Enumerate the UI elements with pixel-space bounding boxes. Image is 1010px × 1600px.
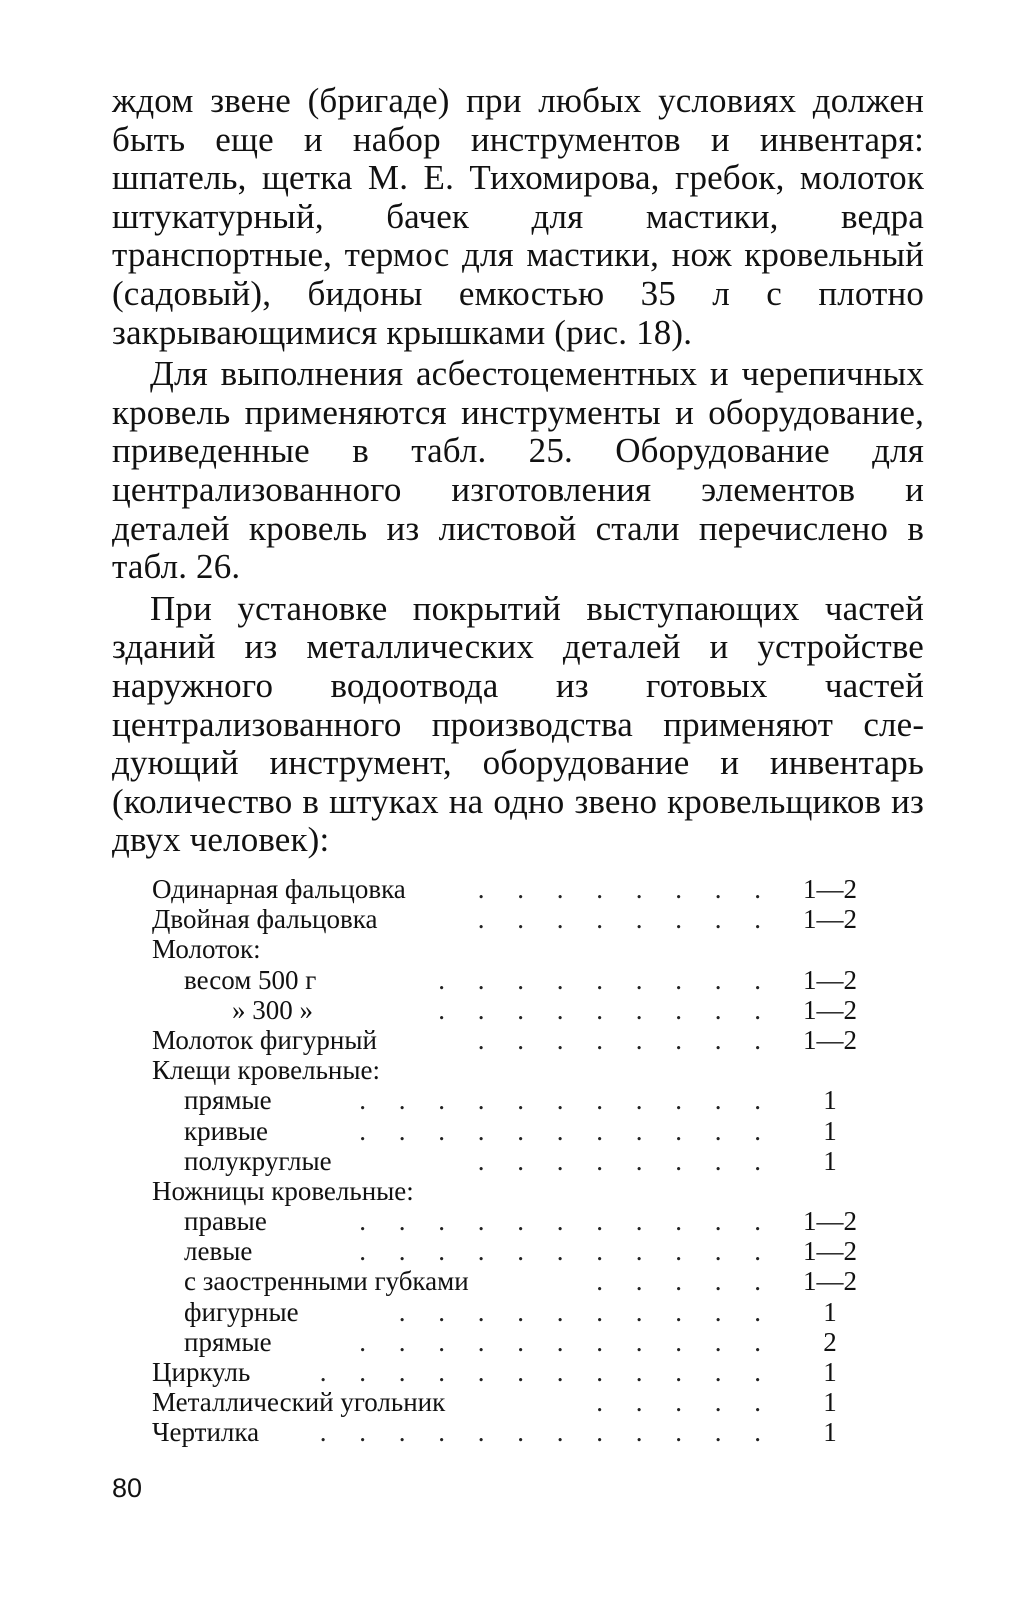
item-quantity: 1—2 <box>803 874 857 904</box>
list-heading <box>152 934 892 964</box>
item-quantity: 1—2 <box>803 1266 857 1297</box>
list-item <box>152 965 892 995</box>
dot-leader: . . . . . . . . . . . <box>359 1326 774 1357</box>
item-label: Клещи кровельные: <box>152 1055 381 1086</box>
item-quantity: 1 <box>823 1115 837 1146</box>
item-label: левые <box>184 1236 253 1267</box>
item-label: Двойная фальцовка <box>152 904 378 935</box>
item-label: Циркуль <box>152 1357 251 1387</box>
dot-leader: . . . . . . . . . . . <box>359 1115 774 1146</box>
list-item <box>152 1236 892 1266</box>
item-label: кривые <box>184 1115 268 1146</box>
item-quantity: 1 <box>823 1417 837 1448</box>
tool-list <box>152 874 892 1448</box>
item-label: прямые <box>184 1326 272 1357</box>
list-item <box>152 1116 892 1146</box>
item-quantity: 1 <box>823 1357 837 1387</box>
list-heading <box>152 1176 892 1206</box>
item-quantity: 2 <box>823 1326 837 1357</box>
item-quantity: 1—2 <box>803 994 857 1025</box>
dot-leader: . . . . . . . . . . . <box>359 1236 774 1267</box>
item-quantity: 1—2 <box>803 1024 857 1055</box>
dot-leader: . . . . . . . . . <box>438 964 774 995</box>
item-quantity: 1—2 <box>803 964 857 995</box>
item-quantity: 1 <box>823 1296 837 1327</box>
item-label: фигурные <box>184 1296 299 1327</box>
item-quantity: 1—2 <box>803 1236 857 1267</box>
item-quantity: 1—2 <box>803 904 857 935</box>
page-number: 80 <box>112 1473 143 1503</box>
list-item <box>152 1266 892 1296</box>
dot-leader: . . . . . . . . . . . . <box>319 1417 774 1448</box>
list-item <box>152 1387 892 1417</box>
list-item <box>152 995 892 1025</box>
paragraph: ждом звене (бригаде) при любых условиях должен быть еще и набор инструментов и инвентаря: шпатель, щетка М. Е. Тихомирова, гребок, молоток штукатурный, бачек для мастики, ведра транспортные, термос для мастики, нож кровельный (садовый), бидоны емкостью 35 л с плотно закрывающимися крышками (рис. 18). <box>112 81 924 352</box>
item-label: Ножницы кровельные: <box>152 1175 414 1206</box>
item-label: Чертилка <box>152 1417 260 1448</box>
list-item <box>152 1085 892 1115</box>
list-item <box>152 874 892 904</box>
item-label: Молоток фигурный <box>152 1024 377 1055</box>
list-item <box>152 904 892 934</box>
paragraph: Для выполнения асбестоцементных и черепичных кровель применяются инструменты и оборудование, приведенные в табл. 25. Оборудование для централизованного изготовления элементов и деталей кровель из листовой стали перечислено в табл. 26. <box>112 354 924 587</box>
list-item <box>152 1417 892 1447</box>
list-item <box>152 1357 892 1387</box>
dot-leader: . . . . . . . . <box>477 1145 774 1176</box>
dot-leader: . . . . . . . . . . . <box>359 1085 774 1116</box>
item-label: Одинарная фальцовка <box>152 874 406 904</box>
list-heading <box>152 1055 892 1085</box>
dot-leader: . . . . . . . . <box>477 904 774 935</box>
item-quantity: 1—2 <box>803 1206 857 1237</box>
dot-leader: . . . . . . . . . <box>438 994 774 1025</box>
item-quantity: 1 <box>823 1387 837 1418</box>
item-label: Металлический угольник <box>152 1387 446 1418</box>
item-label: с заостренными губками <box>184 1266 469 1297</box>
list-item <box>152 1206 892 1236</box>
dot-leader: . . . . . . . . . . . <box>359 1206 774 1237</box>
item-label: весом 500 г <box>184 964 317 995</box>
item-label: прямые <box>184 1085 272 1116</box>
item-label: правые <box>184 1206 267 1237</box>
paragraph: При установке покрытий выступающих частей зданий из металлических деталей и устройстве наружного водоотвода из готовых частей централизованного производства применяют следующий инструмент, оборудование и инвентарь (количество в штуках на одно звено кровельщиков из двух человек): <box>112 588 924 860</box>
item-quantity: 1 <box>823 1145 837 1176</box>
dot-leader: . . . . . . . . . . <box>398 1296 774 1327</box>
body-text <box>112 82 924 860</box>
item-label: » 300 » <box>232 994 313 1025</box>
list-item <box>152 1297 892 1327</box>
dot-leader: . . . . . <box>596 1387 774 1418</box>
dot-leader: . . . . . . . . <box>477 1024 774 1055</box>
list-item <box>152 1146 892 1176</box>
dot-leader: . . . . . <box>596 1266 774 1297</box>
item-label: полукруглые <box>184 1145 332 1176</box>
list-item <box>152 1025 892 1055</box>
dot-leader: . . . . . . . . <box>477 874 774 904</box>
list-item <box>152 1327 892 1357</box>
dot-leader: . . . . . . . . . . . . <box>319 1357 774 1387</box>
item-quantity: 1 <box>823 1085 837 1116</box>
item-label: Молоток: <box>152 934 261 965</box>
